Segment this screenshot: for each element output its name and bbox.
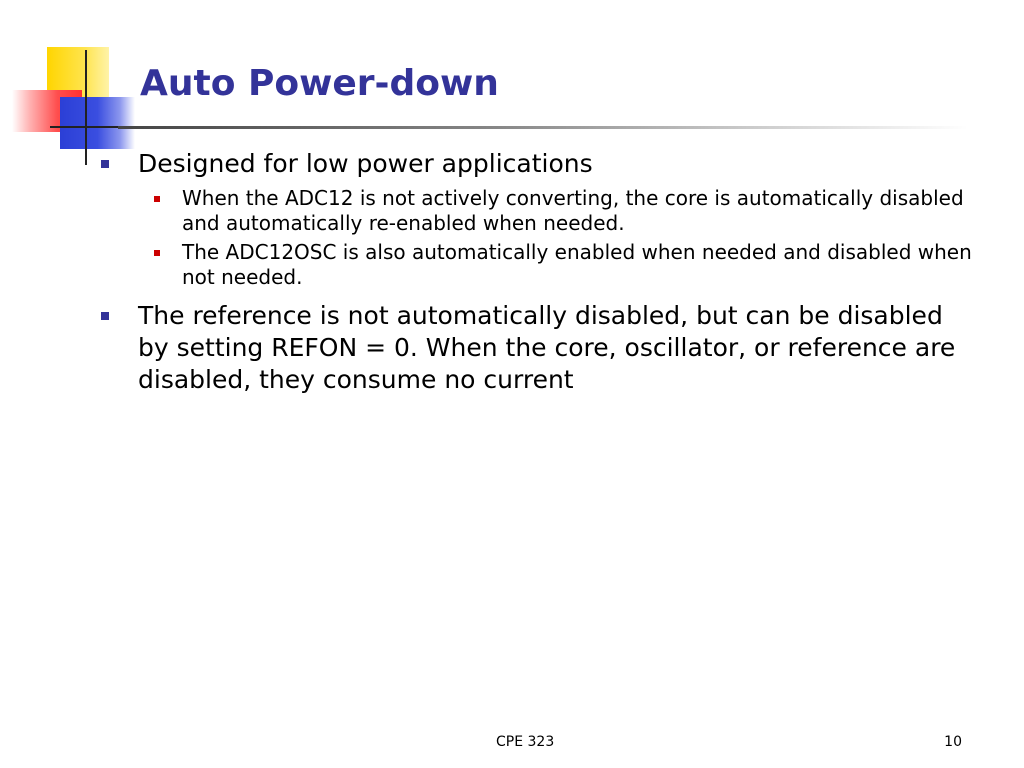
square-bullet-icon: [101, 160, 109, 168]
bullet-item: [100, 148, 980, 180]
bullet-item: [100, 300, 980, 396]
bullet-list: [100, 148, 980, 396]
sub-bullet-list: [100, 186, 980, 290]
sub-bullet-item: [100, 240, 980, 290]
slide-number: 10: [944, 734, 962, 750]
bullet-text: Designed for low power applications: [138, 149, 593, 178]
sub-bullet-item: [100, 186, 980, 236]
footer-course: CPE 323: [496, 734, 555, 750]
sub-bullet-group: [100, 186, 980, 290]
small-square-bullet-icon: [154, 250, 160, 256]
slide-content: [100, 148, 980, 402]
decor-vertical-line: [85, 50, 87, 165]
square-bullet-icon: [101, 312, 109, 320]
sub-bullet-text: The ADC12OSC is also automatically enabled when needed and disabled when not needed.: [182, 240, 972, 289]
small-square-bullet-icon: [154, 196, 160, 202]
bullet-text: The reference is not automatically disabled, but can be disabled by setting REFON = 0. When the core, oscillator, or reference are disabled, they consume no current: [138, 301, 956, 394]
decor-blue-block: [60, 97, 135, 149]
title-underline: [118, 126, 968, 129]
sub-bullet-text: When the ADC12 is not actively converting, the core is automatically disabled and automatically re-enabled when needed.: [182, 186, 964, 235]
slide-title: Auto Power-down: [140, 63, 499, 104]
